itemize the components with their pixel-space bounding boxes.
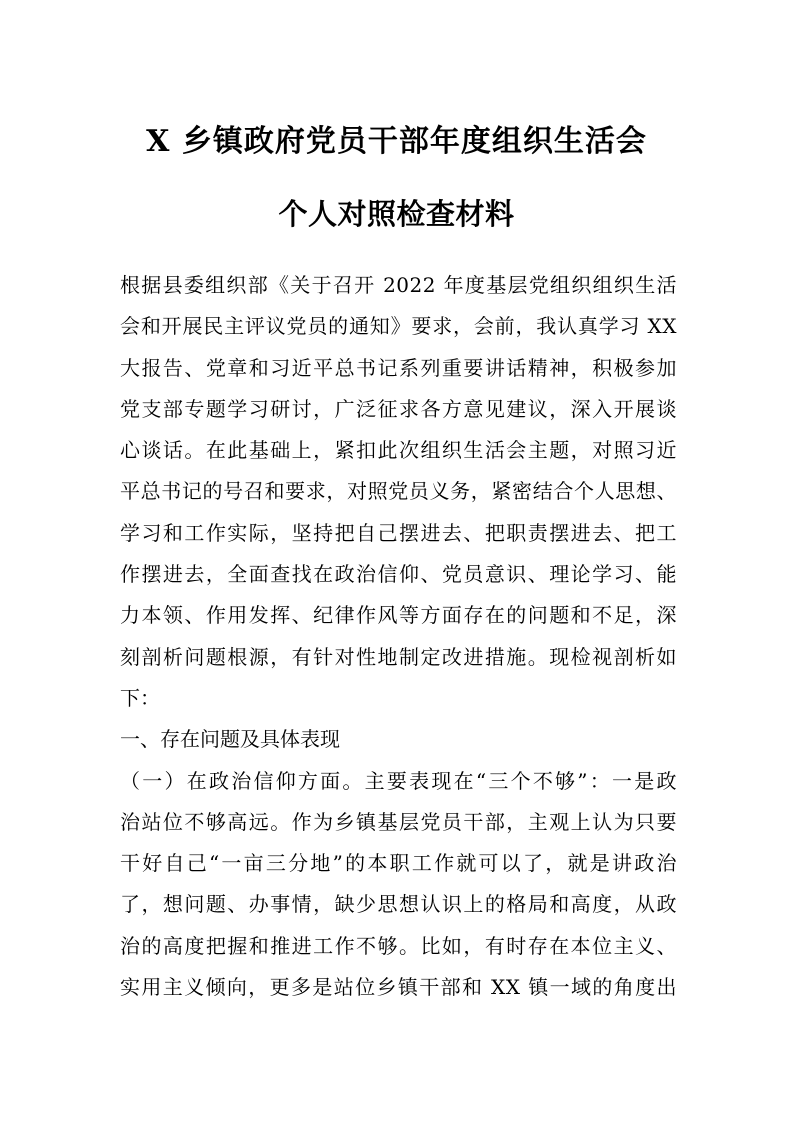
body-line: 干好自己“一亩三分地”的本职工作就可以了，就是讲政治 [120, 851, 677, 876]
body-line: 心谈话。在此基础上，紧扣此次组织生活会主题，对照习近 [120, 438, 677, 463]
body-line: 党支部专题学习研讨，广泛征求各方意见建议，深入开展谈 [120, 396, 677, 421]
body-line: 刻剖析问题根源，有针对性地制定改进措施。现检视剖析如 [120, 644, 677, 669]
body-line: 力本领、作用发挥、纪律作风等方面存在的问题和不足，深 [120, 603, 677, 628]
document-body [120, 265, 677, 1008]
body-line: 会和开展民主评议党员的通知》要求，会前，我认真学习 XX [120, 314, 677, 339]
section-heading: 一、存在问题及具体表现 [120, 727, 340, 752]
document-title-line1: X 乡镇政府党员干部年度组织生活会 [146, 124, 647, 159]
body-line: 作摆进去，全面查找在政治信仰、党员意识、理论学习、能 [120, 562, 677, 587]
body-line: 治站位不够高远。作为乡镇基层党员干部，主观上认为只要 [120, 809, 677, 834]
document-title-line2: 个人对照检查材料 [278, 197, 515, 231]
body-line: 实用主义倾向，更多是站位乡镇干部和 XX 镇一域的角度出 [120, 975, 677, 1000]
body-line: 平总书记的号召和要求，对照党员义务，紧密结合个人思想、 [120, 479, 677, 504]
body-line: 下： [120, 685, 160, 710]
body-line: 根据县委组织部《关于召开 2022 年度基层党组织组织生活 [120, 273, 677, 297]
body-line: 了，想问题、办事情，缺少思想认识上的格局和高度，从政 [120, 892, 677, 917]
body-line: 治的高度把握和推进工作不够。比如，有时存在本位主义、 [120, 933, 677, 958]
body-line: （一）在政治信仰方面。主要表现在“三个不够”：一是政 [120, 768, 677, 793]
body-line: 大报告、党章和习近平总书记系列重要讲话精神，积极参加 [120, 355, 677, 380]
body-line: 学习和工作实际，坚持把自己摆进去、把职责摆进去、把工 [120, 520, 677, 545]
